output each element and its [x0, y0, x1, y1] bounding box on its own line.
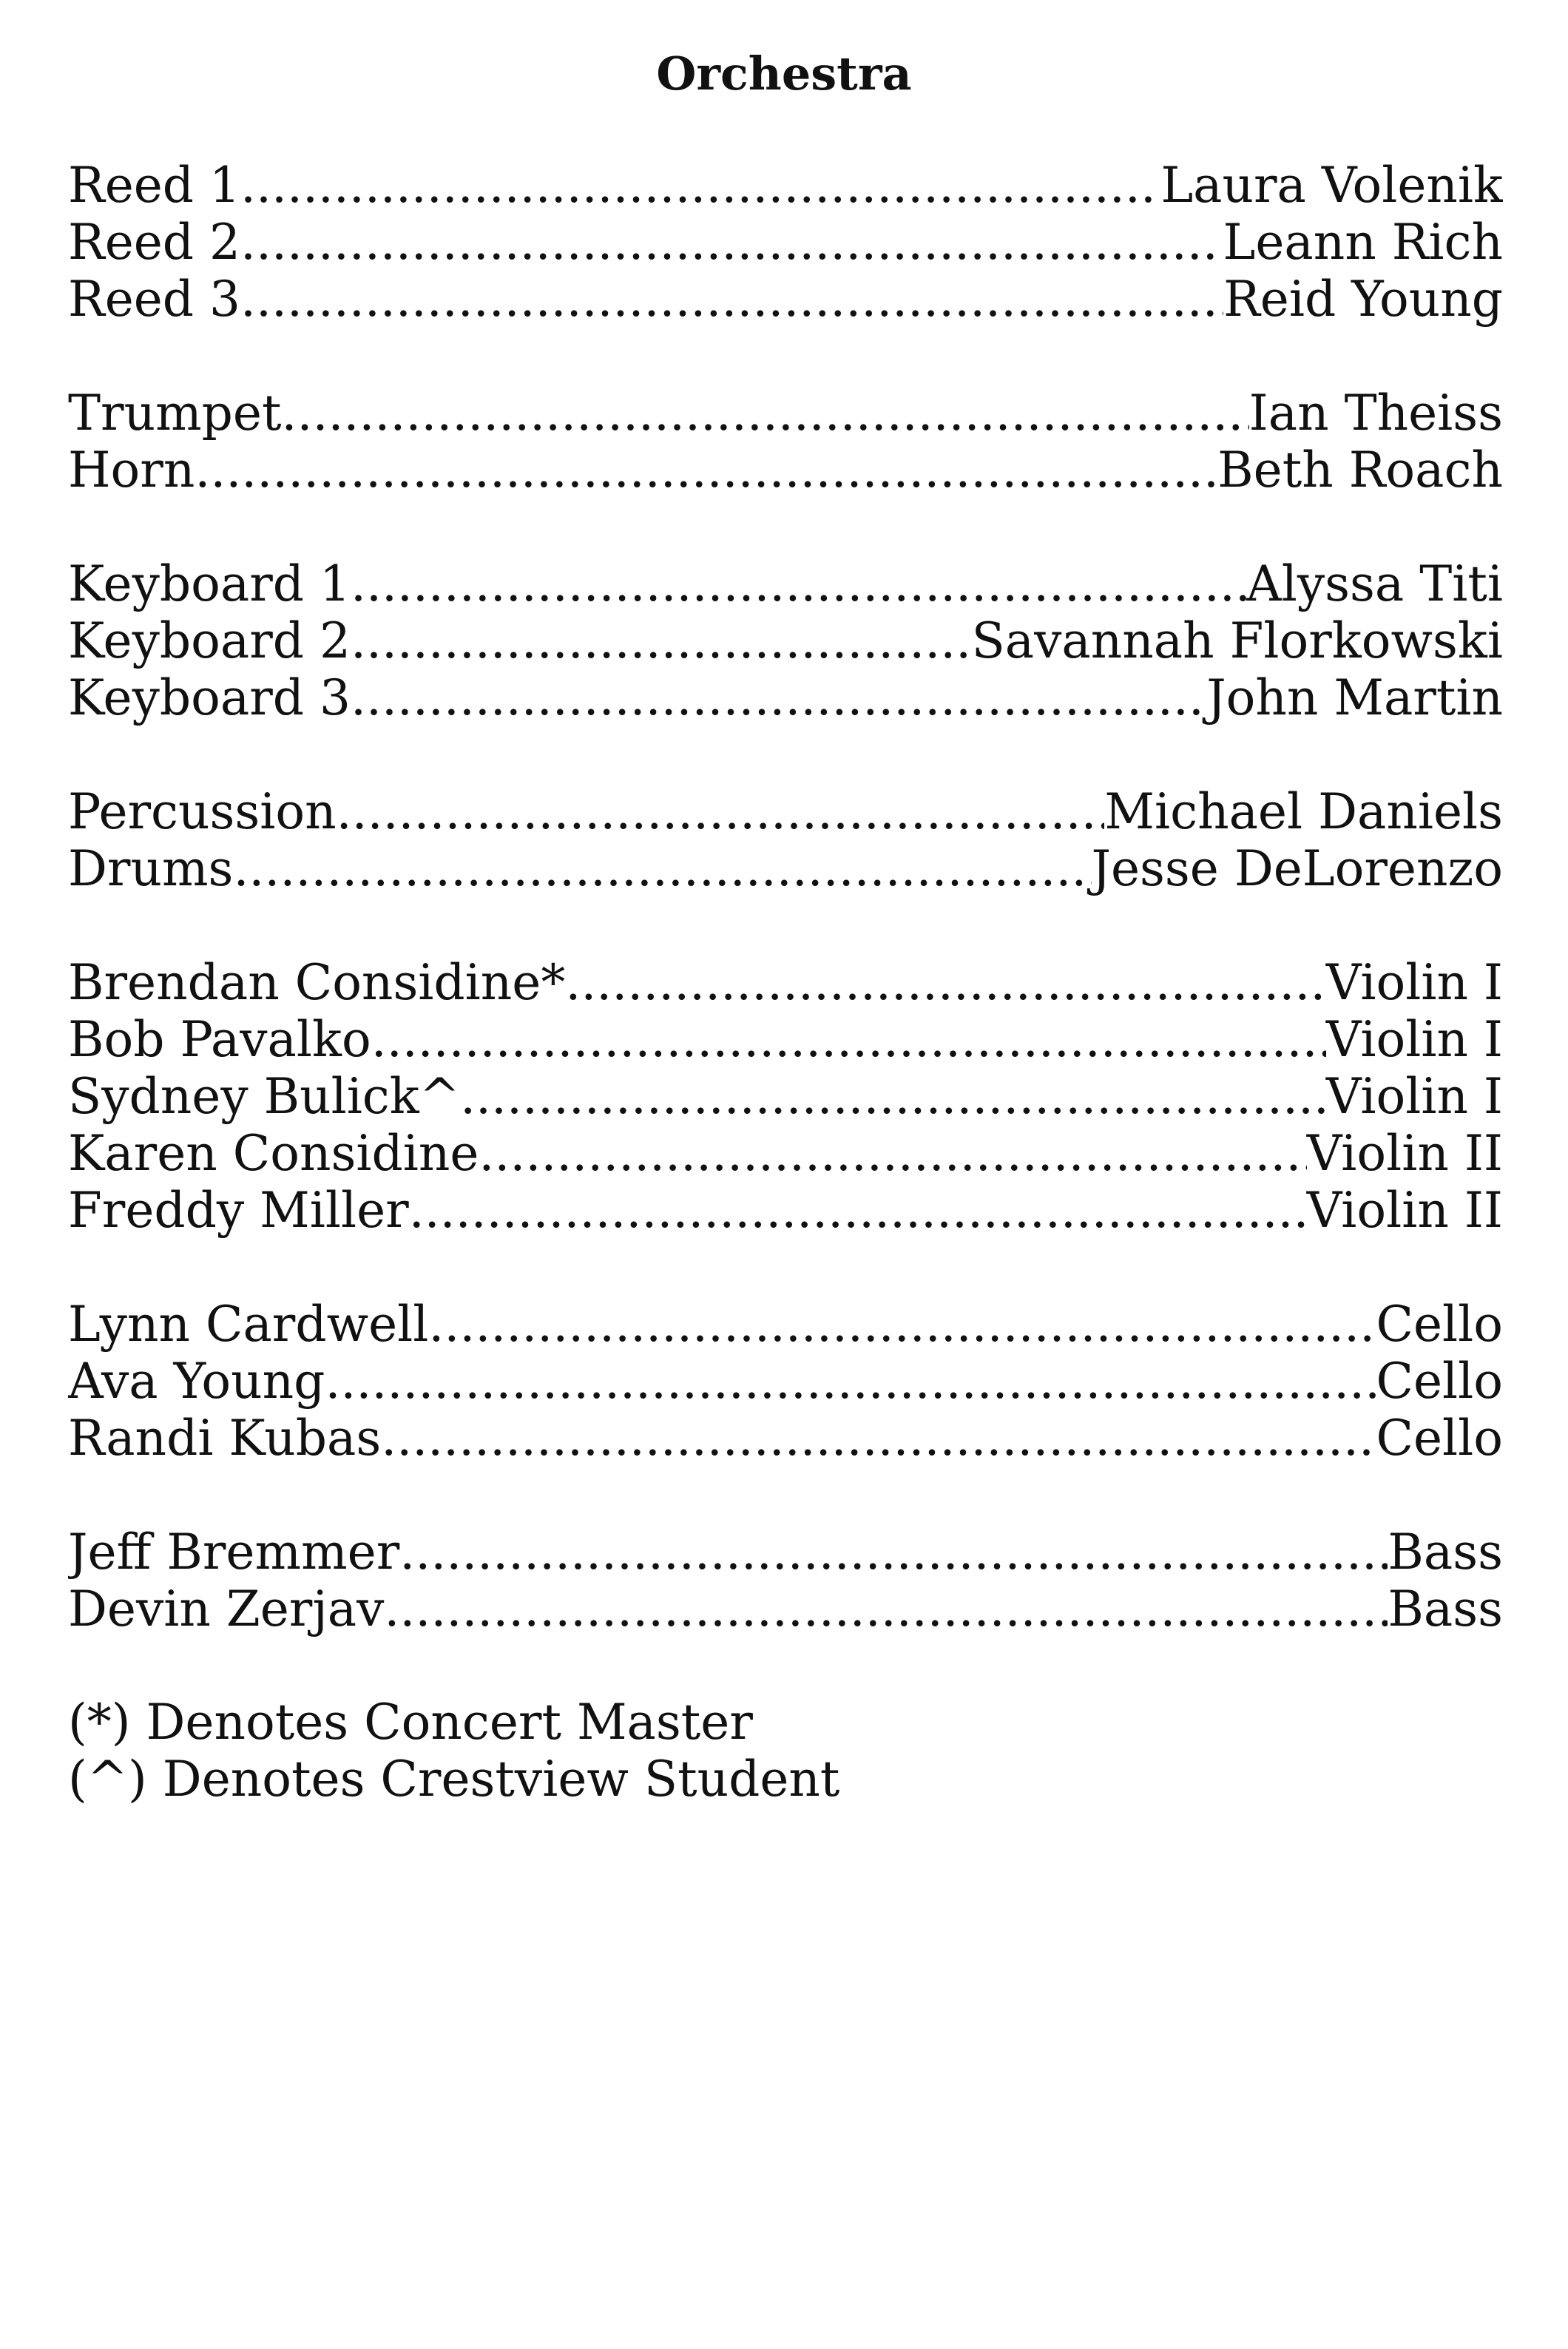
roster-row: [68, 612, 1503, 669]
row-left-label: Lynn Cardwell: [68, 1296, 429, 1353]
row-right-label: Cello: [1376, 1353, 1503, 1410]
row-right-label: Violin I: [1325, 1011, 1503, 1068]
dot-leader: [325, 1353, 1376, 1410]
roster-row: [68, 1410, 1503, 1467]
row-left-label: Freddy Miller: [68, 1182, 409, 1239]
row-right-label: Bass: [1388, 1524, 1503, 1581]
row-left-label: Horn: [68, 442, 195, 498]
roster-row: [68, 1068, 1503, 1125]
roster-row: [68, 157, 1503, 214]
roster-row: [68, 385, 1503, 442]
row-right-label: Violin II: [1306, 1125, 1503, 1182]
roster-list: [68, 157, 1503, 1637]
footnote-concert-master: (*) Denotes Concert Master: [68, 1694, 753, 1751]
dot-leader: [479, 1125, 1306, 1182]
group-spacer: [68, 328, 1503, 385]
roster-row: [68, 1182, 1503, 1239]
dot-leader: [399, 1524, 1388, 1581]
row-left-label: Drums: [68, 840, 234, 897]
row-right-label: Bass: [1388, 1581, 1503, 1637]
roster-row: [68, 1125, 1503, 1182]
row-left-label: Jeff Bremmer: [68, 1524, 400, 1581]
footnotes: [68, 1694, 1473, 1808]
roster-row: [68, 1296, 1503, 1353]
group-spacer: [68, 1467, 1503, 1524]
row-left-label: Brendan Considine*: [68, 954, 566, 1011]
roster-row: [68, 1353, 1503, 1410]
dot-leader: [565, 954, 1326, 1011]
dot-leader: [195, 442, 1217, 498]
group-spacer: [68, 498, 1503, 555]
row-left-label: Keyboard 1: [68, 555, 351, 612]
dot-leader: [351, 555, 1246, 612]
dot-leader: [381, 1410, 1376, 1467]
row-left-label: Randi Kubas: [68, 1410, 382, 1467]
row-right-label: Laura Volenik: [1160, 157, 1503, 214]
dot-leader: [233, 840, 1091, 897]
row-right-label: Beth Roach: [1217, 442, 1503, 498]
row-left-label: Percussion: [68, 783, 337, 840]
dot-leader: [337, 783, 1105, 840]
dot-leader: [240, 157, 1160, 214]
row-left-label: Reed 3: [68, 271, 241, 328]
row-left-label: Reed 2: [68, 214, 241, 271]
dot-leader: [384, 1581, 1388, 1637]
roster-row: [68, 1581, 1503, 1637]
roster-row: [68, 669, 1503, 726]
dot-leader: [240, 214, 1223, 271]
row-right-label: Savannah Florkowski: [971, 612, 1503, 669]
row-right-label: Violin I: [1325, 1068, 1503, 1125]
row-left-label: Keyboard 2: [68, 612, 351, 669]
page-title: Orchestra: [656, 47, 912, 101]
group-spacer: [68, 897, 1503, 954]
row-right-label: Violin II: [1306, 1182, 1503, 1239]
roster-row: [68, 271, 1503, 328]
dot-leader: [240, 271, 1223, 328]
roster-row: [68, 555, 1503, 612]
row-right-label: Leann Rich: [1223, 214, 1503, 271]
roster-row: [68, 1011, 1503, 1068]
dot-leader: [371, 1011, 1326, 1068]
row-right-label: Ian Theiss: [1248, 385, 1503, 442]
roster-row: [68, 442, 1503, 498]
dot-leader: [351, 669, 1206, 726]
roster-row: [68, 783, 1503, 840]
row-right-label: Reid Young: [1223, 271, 1503, 328]
row-left-label: Devin Zerjav: [68, 1581, 385, 1637]
roster-row: [68, 954, 1503, 1011]
row-right-label: Jesse DeLorenzo: [1091, 840, 1503, 897]
row-left-label: Reed 1: [68, 157, 241, 214]
footnote-crestview-student: (^) Denotes Crestview Student: [68, 1751, 840, 1808]
row-right-label: Michael Daniels: [1104, 783, 1503, 840]
row-left-label: Ava Young: [68, 1353, 325, 1410]
row-right-label: Cello: [1376, 1410, 1503, 1467]
dot-leader: [409, 1182, 1307, 1239]
dot-leader: [282, 385, 1249, 442]
row-right-label: Alyssa Titi: [1246, 555, 1503, 612]
row-left-label: Sydney Bulick^: [68, 1068, 461, 1125]
row-left-label: Keyboard 3: [68, 669, 351, 726]
row-left-label: Trumpet: [68, 385, 282, 442]
group-spacer: [68, 1239, 1503, 1296]
row-right-label: John Martin: [1206, 669, 1503, 726]
row-left-label: Bob Pavalko: [68, 1011, 371, 1068]
row-right-label: Violin I: [1325, 954, 1503, 1011]
roster-row: [68, 840, 1503, 897]
roster-row: [68, 214, 1503, 271]
dot-leader: [351, 612, 972, 669]
dot-leader: [460, 1068, 1326, 1125]
row-right-label: Cello: [1376, 1296, 1503, 1353]
row-left-label: Karen Considine: [68, 1125, 479, 1182]
group-spacer: [68, 726, 1503, 783]
roster-row: [68, 1524, 1503, 1581]
dot-leader: [428, 1296, 1376, 1353]
